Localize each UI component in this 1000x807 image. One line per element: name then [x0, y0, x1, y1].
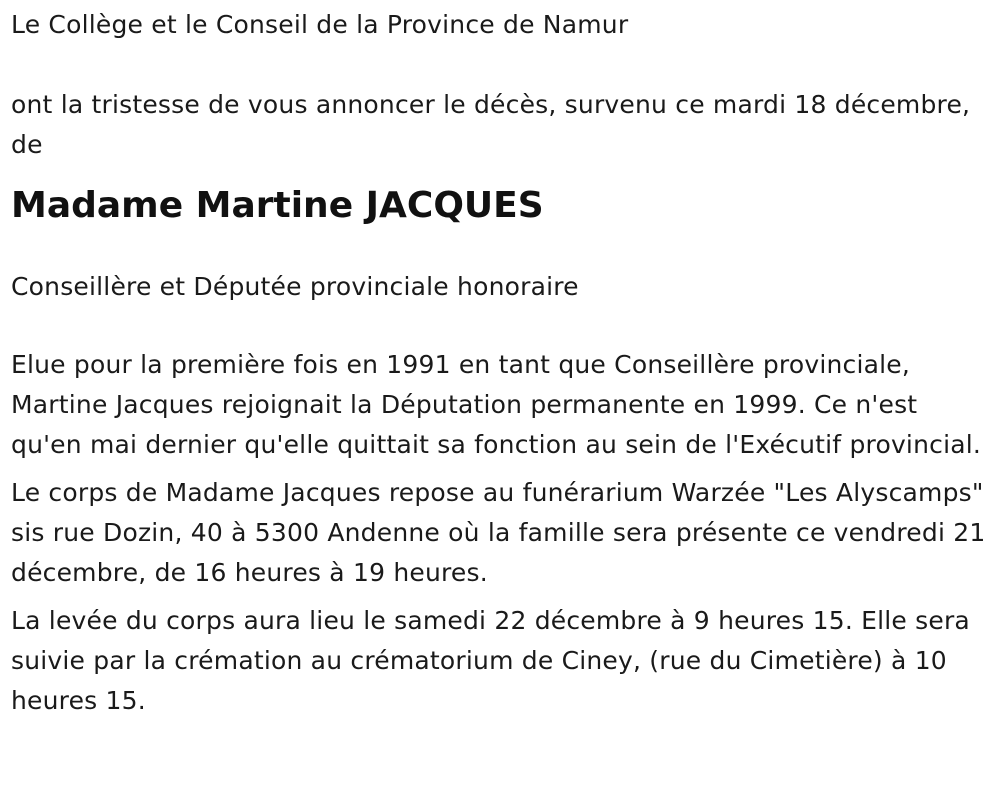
notice-intro: Le Collège et le Conseil de la Province de Namur [11, 10, 629, 39]
deceased-title: Conseillère et Députée provinciale honoraire [11, 272, 579, 301]
notice-announcement: ont la tristesse de vous annoncer le décès, survenu ce mardi 18 décembre, de [11, 90, 971, 159]
deceased-name: Madame Martine JACQUES [11, 185, 544, 226]
ceremony-paragraph: La levée du corps aura lieu le samedi 22 décembre à 9 heures 15. Elle sera suivie par la crémation au crématorium de Ciney, (rue du Cimetière) à 10 heures 15. [11, 606, 970, 715]
viewing-paragraph: Le corps de Madame Jacques repose au funérarium Warzée "Les Alyscamps" sis rue Dozin, 40 à 5300 Andenne où la famille sera présente ce vendredi 21 décembre, de 16 heures à 19 heures. [11, 478, 986, 587]
biography-paragraph: Elue pour la première fois en 1991 en tant que Conseillère provinciale, Martine Jacques rejoignait la Députation permanente en 1999. Ce n'est qu'en mai dernier qu'elle quittait sa fonction au sein de l'Exécutif provincial. [11, 350, 982, 459]
death-notice [11, 5, 986, 721]
